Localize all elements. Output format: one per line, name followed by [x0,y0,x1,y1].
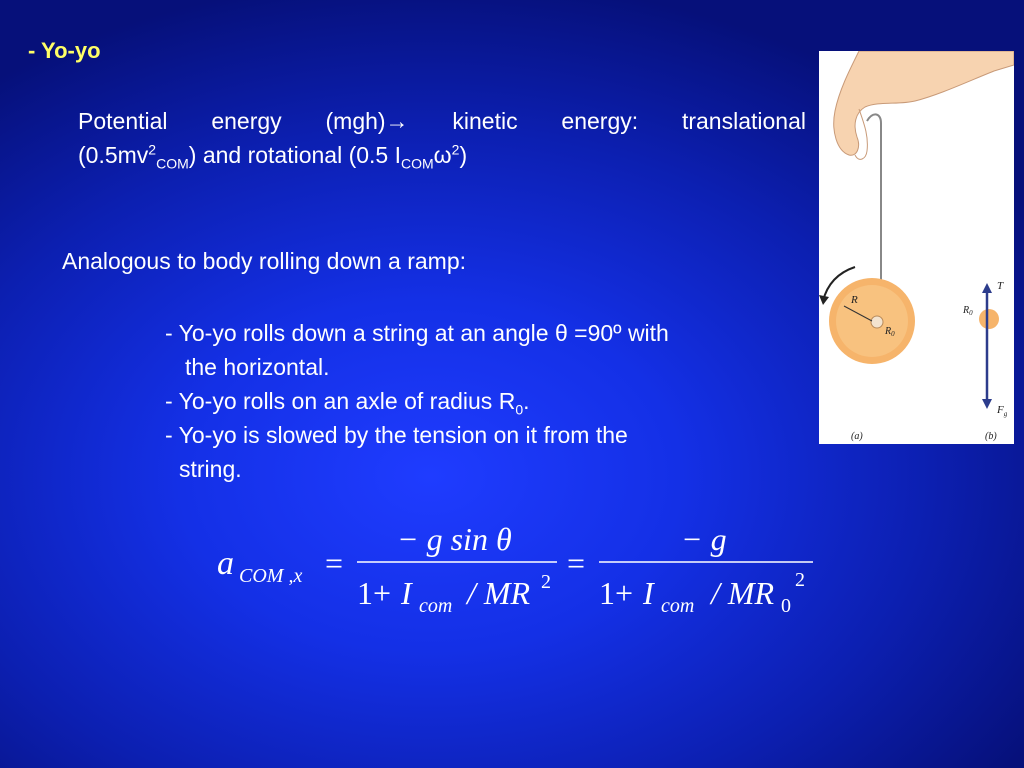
subscript: COM [156,155,189,172]
bullet-3-cont: string. [179,456,242,482]
bullet-3: - Yo-yo is slowed by the tension on it from the [165,422,628,448]
word: translational [681,108,806,134]
label-R0: $R_0$ [885,326,895,338]
superscript: 2 [148,141,157,158]
eq-equals-1: = [325,545,344,581]
energy-line-2 [78,138,806,172]
eq-den2-sub: com [661,595,695,617]
word: (mgh)→ [325,108,409,134]
superscript: 2 [451,141,460,158]
yoyo-axle [871,316,883,328]
gravity-arrowhead-icon [982,399,992,409]
eq-lhs-a: a [217,545,234,582]
eq-equals-2: = [567,545,586,581]
text-segment: ) and rotational (0.5 I [188,142,401,168]
rotation-arrowhead-icon [819,295,829,305]
eq-den2-I: I [643,575,654,611]
energy-line-1 [78,104,806,138]
subscript: COM [401,155,434,172]
eq-num-2: − g [681,521,727,557]
label-R0-fbd: $R_0$ [963,305,973,317]
eq-den1-b: / MR [467,575,531,611]
text-segment: (0.5mv [78,142,149,168]
eq-den1-I: I [401,575,412,611]
caption-b: (b) [985,431,997,442]
bullet-2 [165,384,805,418]
label-T: T [997,280,1004,292]
tension-arrowhead-icon [982,283,992,293]
text-segment: ω [433,142,452,168]
word: energy: [561,108,639,134]
eq-lhs-sub: COM ,x [239,565,303,587]
caption-a: (a) [851,431,863,442]
subscript: 0 [515,401,524,418]
fbd-yoyo [979,309,999,329]
bullet-list [165,316,805,486]
eq-den1-sup: 2 [541,571,551,593]
text-segment: - Yo-yo rolls on an axle of radius R [165,388,516,414]
bullet-1-cont: the horizontal. [185,354,330,380]
eq-den1-sub: com [419,595,453,617]
bullet-1: - Yo-yo rolls down a string at an angle θ =90º with [165,320,669,346]
eq-den2-b: / MR [711,575,775,611]
word: Potential [78,108,168,134]
energy-paragraph [78,104,806,172]
equation-svg [215,512,825,622]
label-R: R [851,294,858,306]
acceleration-equation [215,512,825,622]
eq-den2-sup: 2 [795,569,805,591]
word: kinetic [452,108,518,134]
label-Fg: $F_g$ [997,404,1008,418]
text-segment: ) [459,142,468,168]
text-segment: . [523,388,530,414]
eq-den1-a: 1+ [357,575,392,611]
eq-den2-a: 1+ [599,575,634,611]
word: energy [211,108,282,134]
slide-title: - Yo-yo [28,38,101,63]
yoyo-figure-svg [819,51,1014,444]
eq-num-1: − g sin θ [397,521,512,557]
hand-icon [834,51,1014,155]
eq-den2-sub0: 0 [781,595,791,617]
analogy-heading: Analogous to body rolling down a ramp: [62,248,467,274]
yoyo-figure [819,51,1014,444]
